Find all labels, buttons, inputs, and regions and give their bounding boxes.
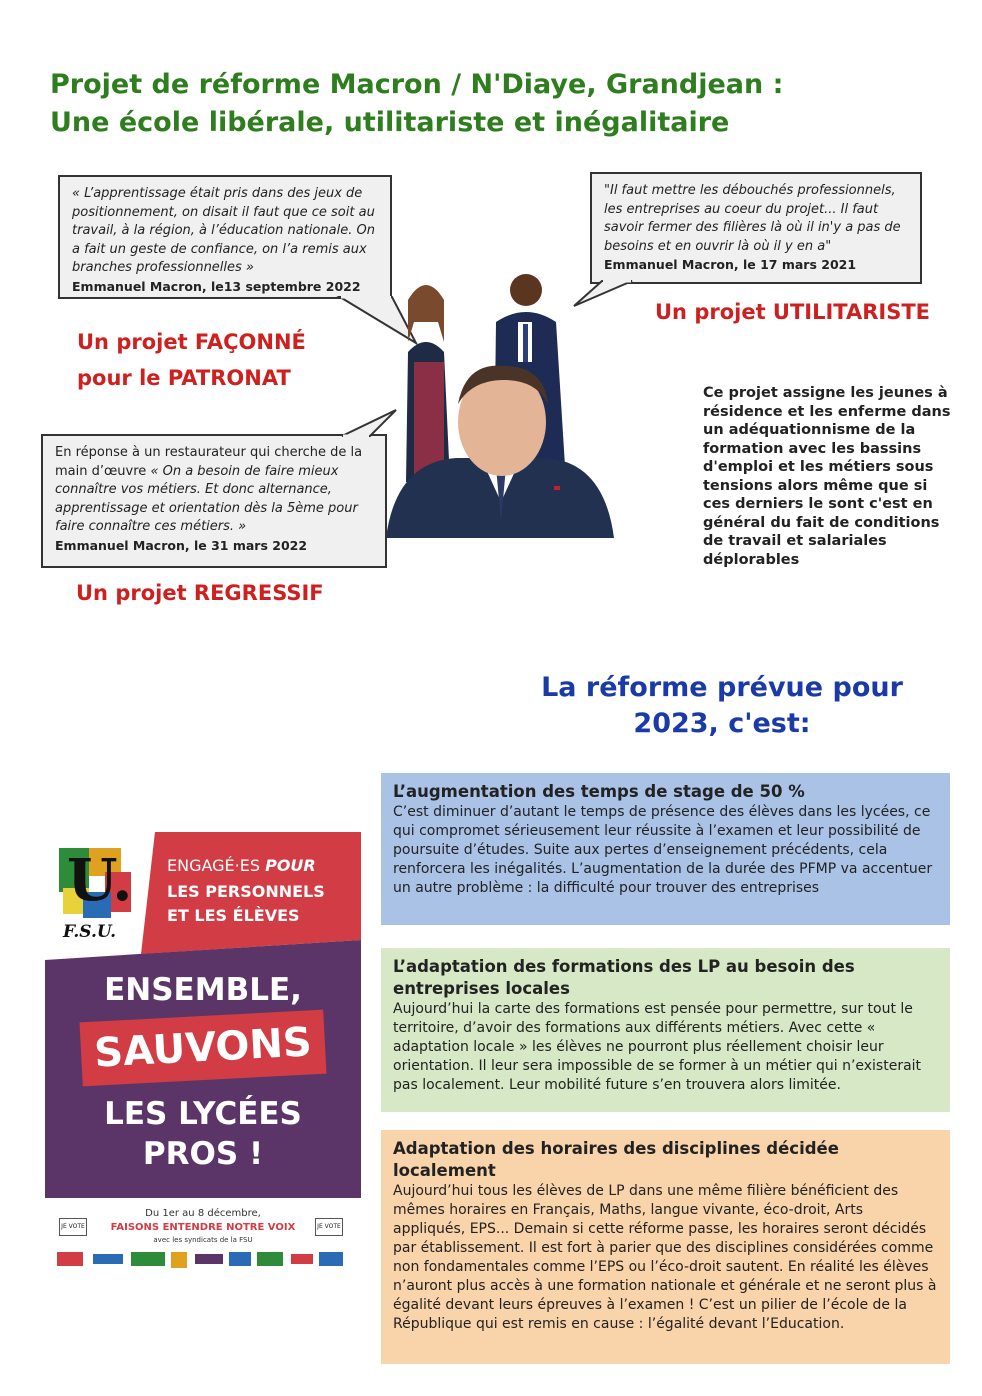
engage-line — [167, 856, 316, 875]
personnels-text: LES PERSONNELS — [167, 882, 325, 901]
vote-icon-left — [59, 1218, 87, 1236]
title-line-1: Projet de réforme Macron / N'Diaye, Grandjean : — [50, 69, 784, 100]
syndicats-text: avec les syndicats de la FSU — [153, 1236, 253, 1244]
quote-3-intro: En réponse à un restaurateur qui cherche de la main d’œuvre — [55, 445, 363, 479]
reform-box-horaires — [381, 1130, 950, 1364]
union-logos-strip — [57, 1250, 349, 1270]
eleves-text: ET LES ÉLÈVES — [167, 906, 300, 925]
fsu-logo-text: F.S.U. — [63, 922, 117, 942]
reform-heading-line-2: 2023, c'est: — [633, 708, 811, 739]
vote-icon-right — [315, 1218, 343, 1236]
label-faconne-line-2: pour le PATRONAT — [77, 366, 291, 390]
side-text: Ce projet assigne les jeunes à résidence et les enferme dans un adéquationnisme de la formation avec les bassins d'emploi et les métiers sous tensions alors même que si ces derniers le sont c'est en général du fait de conditions de travail et salariales déplorables — [703, 385, 951, 568]
title-line-2: Une école libérale, utilitariste et inégalitaire — [50, 107, 730, 138]
politicians-photo — [386, 262, 614, 538]
fsu-poster — [45, 832, 361, 1282]
quote-2-author: Emmanuel Macron, le 17 mars 2021 — [604, 257, 857, 273]
reform-box-adaptation-text: Aujourd’hui la carte des formations est pensée pour permettre, sur tout le territoire, d’avoir des formations aux différents métiers. Avec cette « adaptation locale » les élèves ne pourront plus réellement choisir leur orientation. Il leur sera impossible de se former à un métier qui n’existerait pas localement. Leur mobilité future s’en trouvera alors limitée. — [393, 1001, 922, 1093]
vote-icon-left-label: JE VOTE — [61, 1223, 85, 1230]
label-faconne — [77, 324, 306, 396]
dates-text: Du 1er au 8 décembre, — [145, 1208, 261, 1219]
reform-heading-line-1: La réforme prévue pour — [541, 672, 903, 703]
reform-heading — [520, 670, 924, 742]
reform-box-stage-title: L’augmentation des temps de stage de 50 % — [393, 782, 805, 801]
quote-2-text: "Il faut mettre les débouchés professionnels, les entreprises au coeur du projet... Il faut savoir fermer des filières là où il in'y a pas de besoins et en ouvrir là où il y en a" — [604, 183, 901, 254]
quote-3-text: « On a besoin de faire mieux connaître vos métiers. Et donc alternance, apprentissage et orientation dès la 5ème pour faire connaître ces métiers. » — [55, 463, 358, 535]
reform-box-horaires-title: Adaptation des horaires des disciplines décidée localement — [393, 1139, 839, 1180]
quote-3-author: Emmanuel Macron, le 31 mars 2022 — [55, 537, 308, 553]
label-regressif: Un projet REGRESSIF — [76, 581, 324, 605]
quote-bubble-2 — [590, 172, 922, 284]
engage-text: ENGAGÉ·ES — [167, 856, 260, 875]
reform-box-adaptation — [381, 948, 950, 1112]
quote-bubble-3 — [41, 434, 387, 568]
lycees-text: LES LYCÉES — [104, 1096, 302, 1132]
reform-box-adaptation-title: L’adaptation des formations des LP au besoin des entreprises locales — [393, 957, 855, 998]
ensemble-text: ENSEMBLE, — [104, 972, 302, 1008]
label-faconne-line-1: Un projet FAÇONNÉ — [77, 330, 306, 354]
sauvons-box — [79, 1010, 326, 1087]
page-title — [50, 66, 783, 142]
quote-1-text: « L’apprentissage était pris dans des jeux de positionnement, on disait il faut que ce soit au travail, à la région, à l’éducation nationale. On a fait un geste de confiance, on l’a remis aux branches professionnelles » — [72, 186, 375, 276]
quote-bubble-1 — [58, 175, 392, 299]
reform-box-stage — [381, 773, 950, 925]
pros-text: PROS ! — [142, 1136, 264, 1172]
quote-1-author: Emmanuel Macron, le13 septembre 2022 — [72, 278, 361, 294]
vote-icon-right-label: JE VOTE — [317, 1223, 341, 1230]
fsu-logo-letter: U. — [67, 846, 133, 914]
reform-box-horaires-text: Aujourd’hui tous les élèves de LP dans une même filière bénéficient des mêmes horaires en Français, Maths, langue vivante, éco-droit, Arts appliqués, EPS... Demain si cette réforme passe, les horaires seront décidés par établissement. Il est fort à parier que des disciplines considérées comme non fondamentales comme l’EPS ou l’éco-droit sautent. En réalité les élèves n’auront plus accès à une formation nationale et générale et ne seront plus à égalité devant leurs épreuves à l’examen ! C’est un pilier de l’école de la République qui est remis en cause : l’égalité devant l’Education. — [393, 1183, 937, 1332]
label-utilitariste: Un projet UTILITARISTE — [655, 300, 931, 324]
voix-text: FAISONS ENTENDRE NOTRE VOIX — [110, 1222, 296, 1233]
pour-text: POUR — [265, 856, 316, 875]
fsu-logo — [45, 832, 155, 954]
sauvons-text: SAUVONS — [93, 1019, 313, 1077]
reform-box-stage-text: C’est diminuer d’autant le temps de présence des élèves dans les lycées, ce qui compromet sérieusement leur réussite à l’examen et leur possibilité de poursuite d’études. Suite aux pertes d’enseignement précédents, cela renforcera les inégalités. L’augmentation de la durée des PFMP va accentuer un autre problème : la difficulté pour trouver des entreprises — [393, 804, 933, 896]
